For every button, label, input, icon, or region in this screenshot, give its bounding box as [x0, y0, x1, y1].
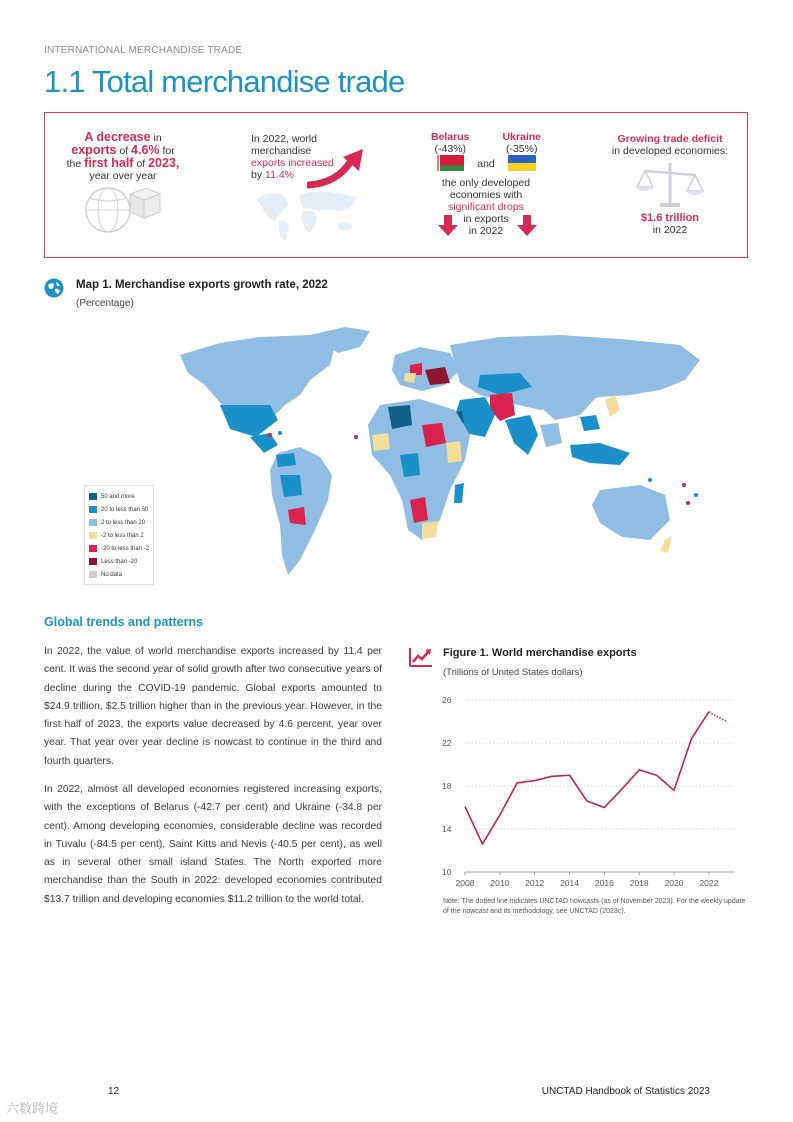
text: exports: [71, 143, 117, 157]
x-tick-label: 2018: [629, 878, 649, 888]
legend-item: [89, 529, 149, 542]
exports-line: [465, 712, 709, 844]
watermark: 六数跨境: [6, 1101, 59, 1116]
increase-pct: 11.4%: [265, 169, 295, 181]
legend-item: [89, 490, 149, 503]
legend-swatch: [89, 571, 97, 578]
text: for: [159, 145, 175, 157]
figure-subtitle: (Trillions of United States dollars): [443, 667, 583, 678]
section-label: INTERNATIONAL MERCHANDISE TRADE: [44, 45, 243, 56]
legend-label: -2 to less than 2: [101, 532, 144, 539]
legend-label: 50 and more: [101, 493, 135, 500]
text: 2023,: [148, 156, 180, 170]
ukraine-label: Ukraine: [502, 131, 541, 143]
decrease-label: A decrease: [84, 130, 151, 144]
x-tick-label: 2020: [664, 878, 684, 888]
y-tick-label: 10: [442, 867, 452, 877]
world-map-icon: [253, 187, 363, 243]
legend-label: 20 to less than 50: [101, 506, 149, 513]
figure-title: Figure 1. World merchandise exports: [443, 647, 637, 659]
page-number: 12: [108, 1086, 120, 1097]
highlight-decrease: [63, 131, 183, 239]
legend-item: [89, 542, 149, 555]
x-tick-label: 2014: [560, 878, 579, 888]
highlights-panel: [44, 112, 748, 258]
legend-swatch: [89, 558, 97, 565]
text: of: [116, 145, 132, 157]
y-tick-label: 18: [442, 781, 452, 791]
figure-note: Note: The dotted line indicates UNCTAD nowcasts (as of November 2023). For the weekly update of the nowcast and its methodology, see UNCTAD (2023c).: [443, 898, 746, 915]
text: (-43%): [434, 143, 467, 155]
ukraine-flag-icon: [508, 155, 536, 171]
text: year over year: [89, 170, 157, 182]
down-arrow-icon: [437, 215, 459, 237]
paragraph: In 2022, almost all developed economies registered increasing exports, with the exceptions of Belarus (-42.7 per cent) and Ukraine (-34.8 per cent). Among developing economies, considerable decline was recorded in Tuvalu (-84.5 per cent), Saint Kitts and Nevis (-40.5 per cent), as well as in several other small island States. The North exported more merchandise than the South in 2022: developed economies contributed $13.7 trillion and developing economies $11.2 trillion to the world total.: [44, 784, 382, 905]
legend-label: 2 to less than 20: [101, 519, 146, 526]
text: Growing trade deficit: [617, 133, 723, 145]
x-tick-label: 2022: [699, 878, 719, 888]
text: (-35%): [505, 143, 538, 155]
legend-swatch: [89, 545, 97, 552]
text: the only developed: [441, 177, 531, 189]
y-tick-label: 22: [442, 738, 452, 748]
legend-swatch: [89, 519, 97, 526]
legend-swatch: [89, 493, 97, 500]
text: the: [66, 158, 85, 170]
page-title: 1.1 Total merchandise trade: [44, 64, 405, 99]
deficit-amount: $1.6 trillion: [640, 212, 700, 224]
text: In 2022, world: [251, 133, 317, 145]
world-map: [160, 325, 720, 625]
text: merchandise: [251, 145, 312, 157]
legend-swatch: [89, 506, 97, 513]
x-tick-label: 2008: [455, 878, 475, 888]
section-heading: Global trends and patterns: [44, 615, 204, 629]
map-subtitle: (Percentage): [76, 298, 134, 309]
belarus-label: Belarus: [431, 131, 470, 143]
belarus-flag-icon: [436, 155, 464, 171]
map-title: Map 1. Merchandise exports growth rate, 2022: [76, 279, 328, 291]
down-arrow-icon: [516, 215, 538, 237]
x-tick-label: 2016: [594, 878, 614, 888]
legend-label: -20 to less than -2: [101, 545, 150, 552]
legend-swatch: [89, 532, 97, 539]
legend-label: No data: [101, 571, 123, 578]
text: and: [477, 158, 495, 170]
exports-line-chart: [430, 690, 750, 895]
globe-icon: [44, 278, 64, 298]
highlight-deficit: [610, 133, 730, 236]
line-chart-icon: [408, 646, 434, 668]
legend-item: [89, 568, 149, 581]
nowcast-line: [709, 712, 726, 722]
map-legend: [84, 485, 154, 585]
y-tick-label: 26: [442, 695, 452, 705]
paragraph: In 2022, the value of world merchandise exports increased by 11.4 per cent. It was the second year of solid growth after two consecutive years of decline during the COVID-19 pandemic. Global exports amounted to $24.9 trillion, $2.5 trillion higher than in the previous year. However, in the first half of 2023, the exports value decreased by 4.6 percent, year over year. That year over year decline is nowcast to continue in the third and fourth quarters.: [44, 646, 382, 767]
text: of: [133, 158, 149, 170]
x-tick-label: 2010: [490, 878, 510, 888]
text: economies with: [449, 189, 523, 201]
legend-item: [89, 516, 149, 529]
scale-icon: [635, 159, 705, 209]
legend-item: [89, 503, 149, 516]
up-arrow-icon: [307, 147, 367, 189]
x-tick-label: 2012: [525, 878, 545, 888]
text: in: [150, 132, 162, 144]
text: by: [251, 169, 266, 181]
text: first half: [84, 156, 134, 170]
text: in 2022: [652, 224, 688, 236]
text: exports increased: [251, 157, 334, 169]
text: significant drops: [448, 201, 524, 213]
globe-box-icon: [78, 184, 168, 236]
legend-item: [89, 555, 149, 568]
text: in developed economies:: [611, 145, 729, 157]
legend-label: Less than -20: [101, 558, 138, 565]
publication-name: UNCTAD Handbook of Statistics 2023: [541, 1086, 710, 1097]
decrease-pct: 4.6%: [131, 143, 160, 157]
text: in 2022: [468, 225, 504, 237]
text: in exports: [463, 213, 509, 225]
y-tick-label: 14: [442, 824, 452, 834]
